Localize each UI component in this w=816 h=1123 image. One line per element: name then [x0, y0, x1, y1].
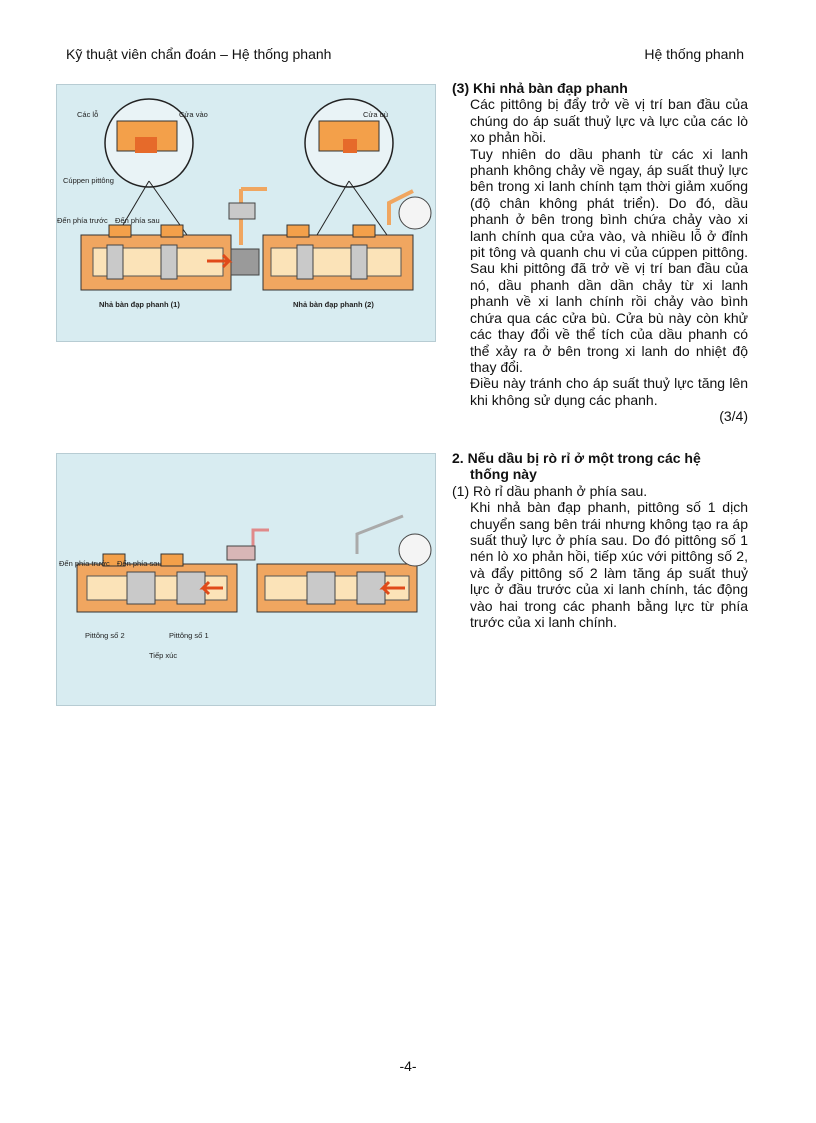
label-piston-1: Pittông số 1: [169, 631, 209, 640]
label-contact: Tiếp xúc: [149, 651, 178, 660]
caption-release-1: Nhả bàn đạp phanh (1): [99, 300, 180, 309]
cylinder-left-diagram: [81, 99, 259, 290]
label-rear: Đến phía sau: [115, 216, 160, 225]
cylinder-leak-right-diagram: [227, 516, 431, 612]
paragraph: Điều này tránh cho áp suất thuỷ lực tăng lên khi không sử dụng các phanh.: [470, 375, 748, 408]
section-release-heading: (3) Khi nhả bàn đạp phanh: [452, 80, 628, 96]
label-comp-port: Cửa bù: [363, 110, 389, 119]
paragraph: Khi nhả bàn đạp phanh, pittông số 1 dịch chuyển sang bên trái nhưng không tạo ra áp suất thuỷ lực ở phía sau. Do đó pittông số 1 nén lò xo phản hồi, tiếp xúc với pittông số 2, và đẩy pittông số 2 làm tăng áp suất thuỷ lực ở đầu trước của xi lanh chính, tác động vào hai trong các phanh bằng lực từ phía trước của xi lanh chính.: [470, 499, 748, 631]
label-rear-2: Đến phía sau: [117, 559, 162, 568]
section-leak: [452, 450, 748, 630]
page-reference: (3/4): [719, 408, 748, 425]
paragraph: Các pittông bị đẩy trở về vị trí ban đầu của chúng do áp suất thuỷ lực và lực của các lò xo phản hồi.: [470, 96, 748, 146]
figure-rear-leak: [56, 453, 436, 706]
header-title: Kỹ thuật viên chẩn đoán – Hệ thống phanh: [66, 46, 332, 62]
section-release: [452, 80, 748, 425]
figure-release-pedal: [56, 84, 436, 342]
label-piston-2: Pittông số 2: [85, 631, 125, 640]
heading-line: 2. Nếu dầu bị rò rỉ ở một trong các hệ: [452, 450, 701, 466]
label-inlet: Cửa vào: [179, 110, 208, 119]
label-front-2: Đến phía trước: [59, 559, 110, 568]
caption-release-2: Nhả bàn đạp phanh (2): [293, 300, 374, 309]
section-leak-heading: [452, 450, 748, 483]
page-number: -4-: [399, 1058, 417, 1074]
header-section: Hệ thống phanh: [644, 46, 744, 62]
label-front: Đến phía trước: [57, 216, 108, 225]
label-ports: Các lỗ: [77, 110, 99, 119]
subheading: (1) Rò rỉ dầu phanh ở phía sau.: [452, 482, 648, 499]
paragraph: Tuy nhiên do dầu phanh từ các xi lanh phanh không chảy về ngay, áp suất thuỷ lực bên trong xi lanh chính tạm thời giảm xuống (độ chân không phát triển). Do đó, dầu phanh ở bên trong bình chứa chảy vào xi lanh chính qua cửa vào, và nhiều lỗ ở đỉnh pit tông và quanh chu vi của cúppen pittông. Sau khi pittông đã trở về vị trí ban đầu của nó, dầu phanh dần dần chảy từ xi lanh phanh về xi lanh chính rồi chảy vào bình chứa qua các cửa bù. Cửa bù này còn khử các thay đổi về thể tích của dầu phanh có thể xảy ra ở bên trong xi lanh do nhiệt độ thay đổi.: [470, 145, 748, 375]
heading-line: thống này: [470, 466, 537, 483]
label-cup: Cúppen pittông: [63, 176, 114, 185]
